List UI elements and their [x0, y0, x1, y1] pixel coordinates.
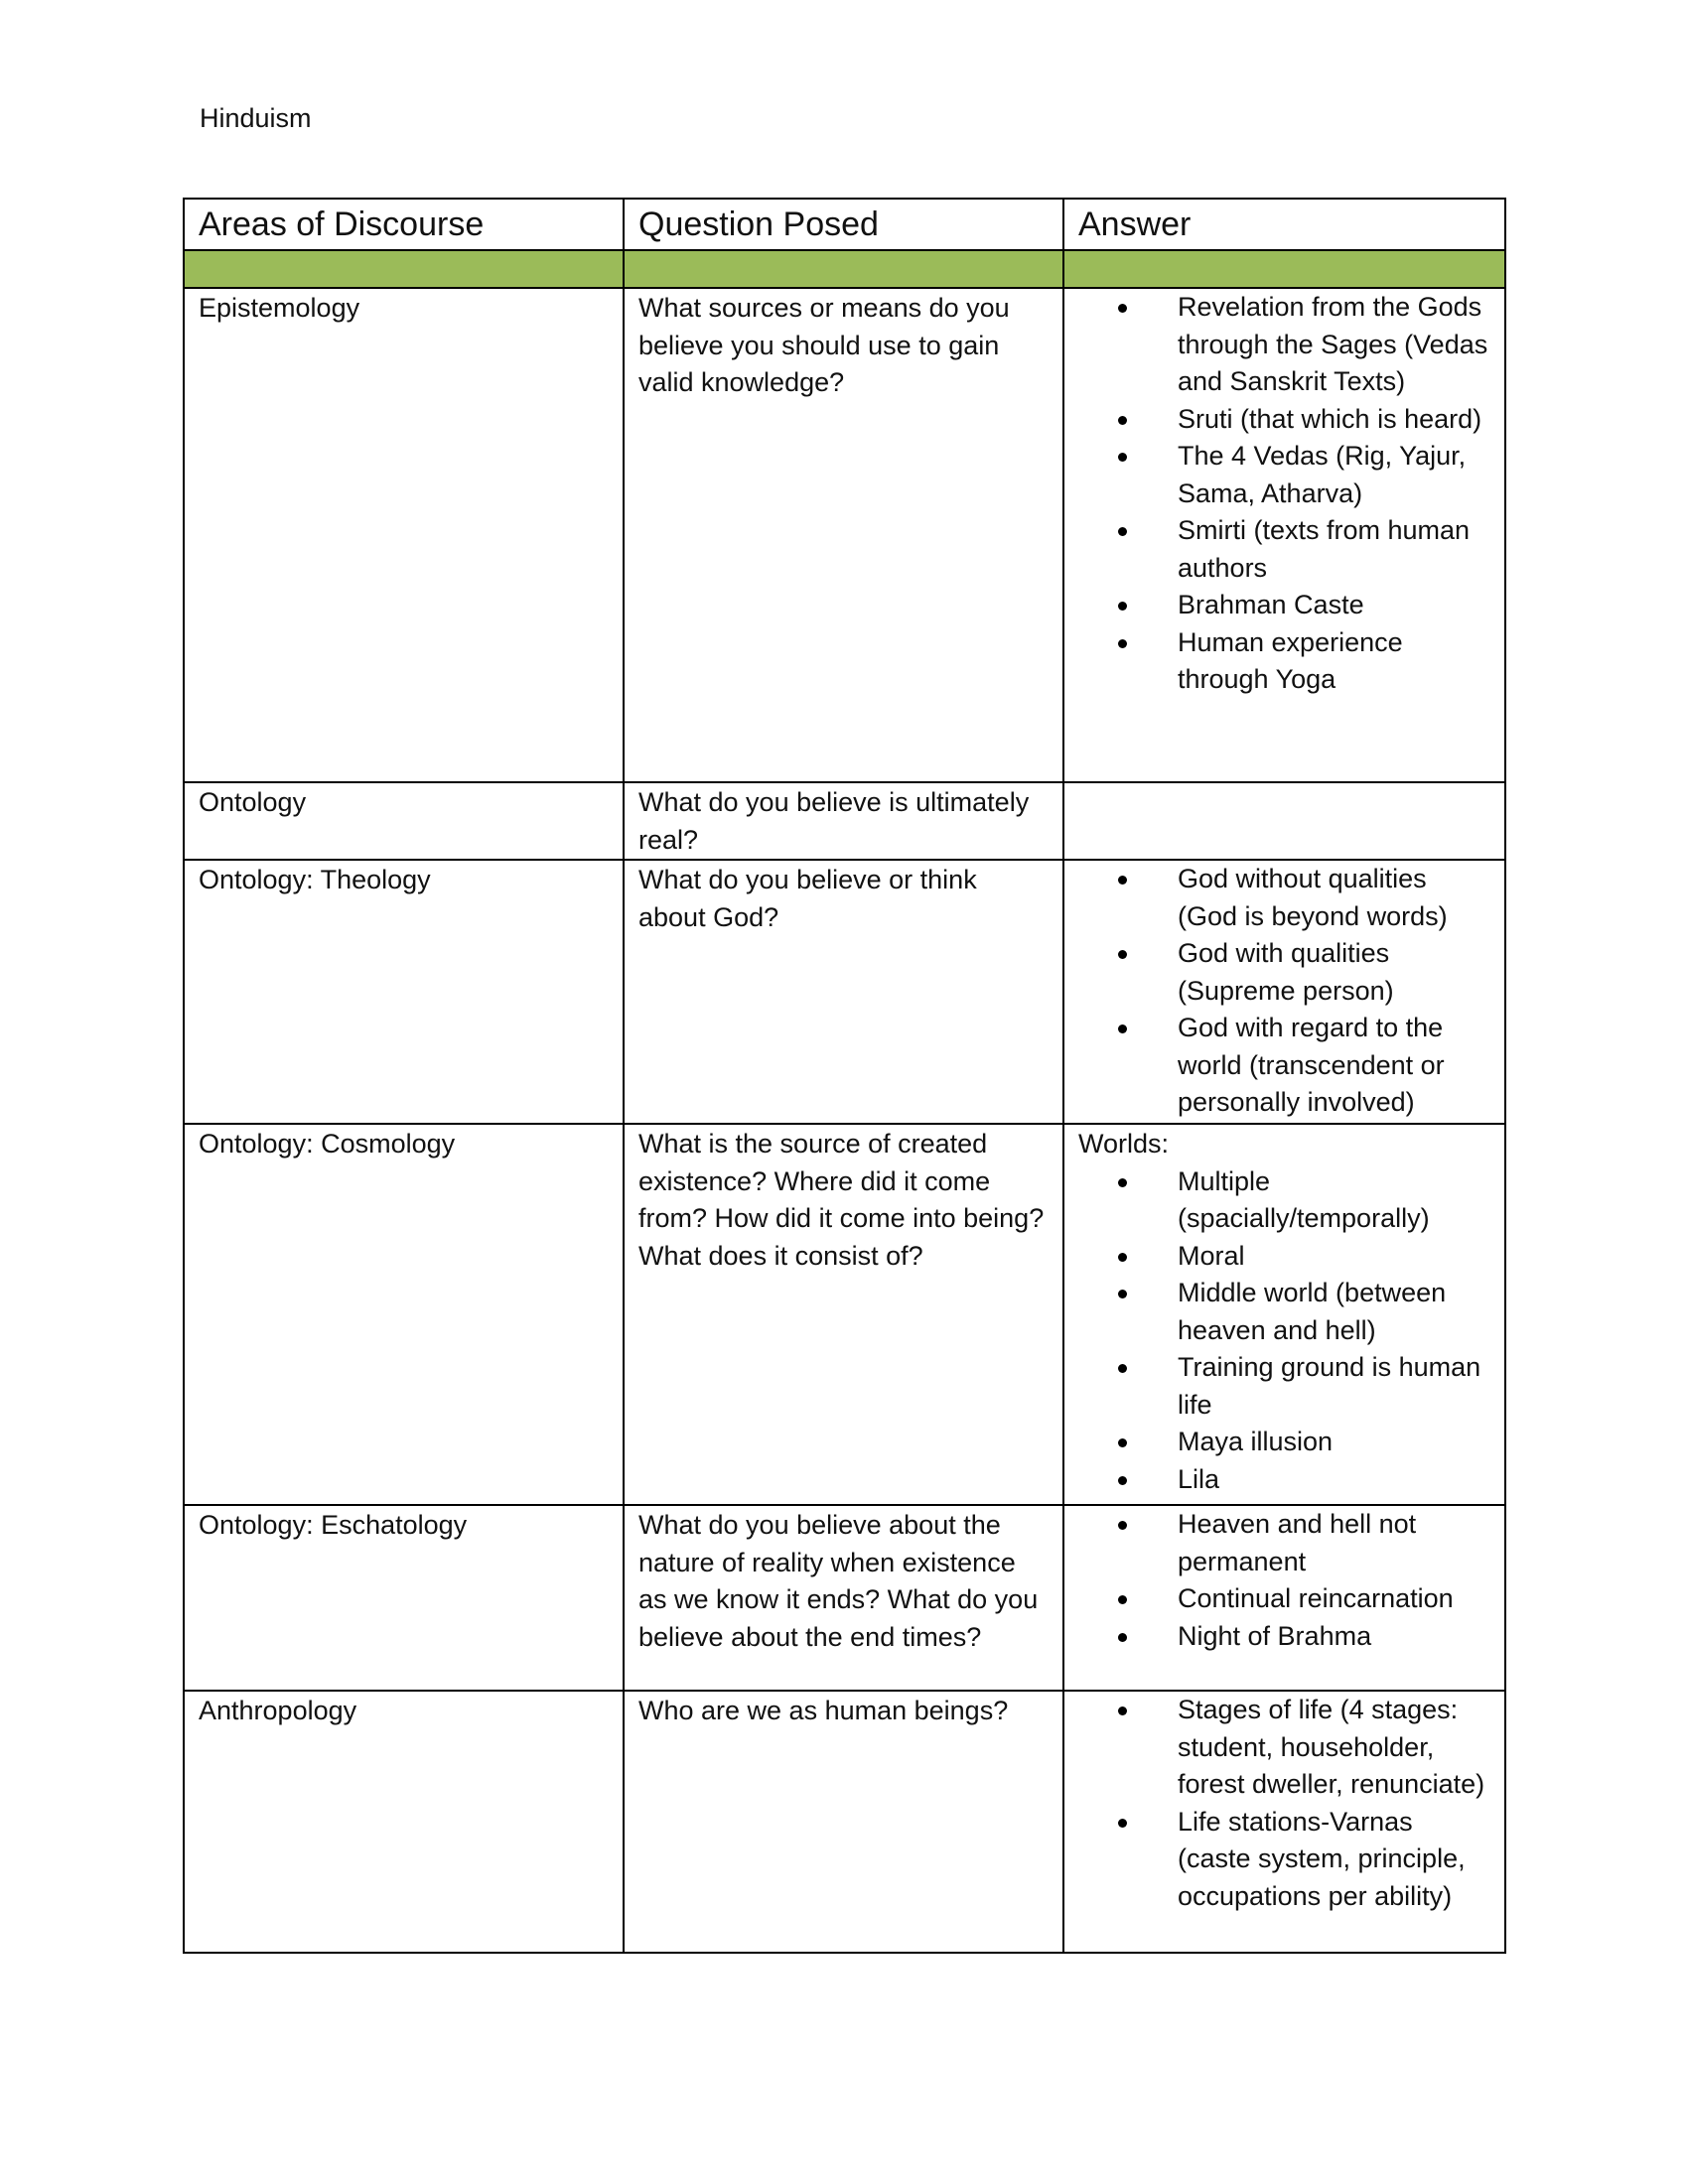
question-text: Who are we as human beings? [638, 1696, 1009, 1725]
answer-item: Heaven and hell not permanent [1178, 1506, 1492, 1580]
answer-item: Training ground is human life [1178, 1349, 1492, 1424]
answer-item: God without qualities (God is beyond words) [1178, 861, 1492, 935]
answer-cell [1063, 782, 1505, 860]
answer-item: Sruti (that which is heard) [1178, 401, 1492, 439]
header-accent-row [184, 250, 1505, 288]
area-text: Anthropology [199, 1696, 357, 1725]
question-text: What is the source of created existence? Where did it come from? How did it come into being? What does it consist of? [638, 1129, 1045, 1271]
answer-item: The 4 Vedas (Rig, Yajur, Sama, Atharva) [1178, 438, 1492, 512]
area-text: Ontology [199, 787, 307, 817]
question-cell [624, 1505, 1063, 1691]
answer-item: Multiple (spacially/temporally) [1178, 1163, 1492, 1238]
answer-list [1078, 1163, 1492, 1499]
answer-cell [1063, 1505, 1505, 1691]
answer-cell [1063, 1124, 1505, 1505]
answer-item: God with regard to the world (transcendent or personally involved) [1178, 1010, 1492, 1122]
area-text: Ontology: Theology [199, 865, 431, 894]
answer-item: Moral [1178, 1238, 1492, 1276]
discourse-table [183, 198, 1506, 1954]
question-cell [624, 860, 1063, 1124]
area-text: Ontology: Cosmology [199, 1129, 456, 1159]
answer-item: Stages of life (4 stages: student, householder, forest dweller, renunciate) [1178, 1692, 1492, 1804]
table-row [184, 860, 1505, 1124]
question-cell [624, 1691, 1063, 1953]
answer-list [1078, 1506, 1492, 1655]
answer-item: Life stations-Varnas (caste system, principle, occupations per ability) [1178, 1804, 1492, 1916]
answer-item: Middle world (between heaven and hell) [1178, 1275, 1492, 1349]
question-cell [624, 288, 1063, 782]
table-row [184, 1691, 1505, 1953]
answer-intro: Worlds: [1078, 1129, 1170, 1159]
answer-item: Night of Brahma [1178, 1618, 1492, 1656]
area-cell [184, 1124, 624, 1505]
answer-item: Maya illusion [1178, 1424, 1492, 1461]
question-cell [624, 782, 1063, 860]
question-cell [624, 1124, 1063, 1505]
area-cell [184, 860, 624, 1124]
question-text: What do you believe about the nature of reality when existence as we know it ends? What do you believe about the end times? [638, 1510, 1039, 1652]
answer-list [1078, 1692, 1492, 1915]
area-cell [184, 1505, 624, 1691]
answer-item: Lila [1178, 1461, 1492, 1499]
question-text: What sources or means do you believe you should use to gain valid knowledge? [638, 293, 1010, 397]
question-text: What do you believe is ultimately real? [638, 787, 1030, 855]
header-areas-of-discourse: Areas of Discourse [184, 199, 624, 250]
area-cell [184, 1691, 624, 1953]
question-text: What do you believe or think about God? [638, 865, 977, 932]
answer-item: Human experience through Yoga [1178, 624, 1492, 699]
answer-item: Brahman Caste [1178, 587, 1492, 624]
answer-item: Smirti (texts from human authors [1178, 512, 1492, 587]
answer-list [1078, 861, 1492, 1122]
accent-cell [624, 250, 1063, 288]
table-row [184, 1124, 1505, 1505]
accent-cell [184, 250, 624, 288]
table-row [184, 782, 1505, 860]
answer-list [1078, 289, 1492, 699]
table-row [184, 288, 1505, 782]
accent-cell [1063, 250, 1505, 288]
area-cell [184, 288, 624, 782]
area-cell [184, 782, 624, 860]
answer-cell [1063, 860, 1505, 1124]
answer-cell [1063, 1691, 1505, 1953]
table-header-row [184, 199, 1505, 250]
area-text: Epistemology [199, 293, 360, 323]
page-title: Hinduism [200, 103, 312, 133]
answer-cell [1063, 288, 1505, 782]
table-row [184, 1505, 1505, 1691]
answer-item: Continual reincarnation [1178, 1580, 1492, 1618]
header-answer: Answer [1063, 199, 1505, 250]
answer-item: Revelation from the Gods through the Sages (Vedas and Sanskrit Texts) [1178, 289, 1492, 401]
header-question-posed: Question Posed [624, 199, 1063, 250]
answer-item: God with qualities (Supreme person) [1178, 935, 1492, 1010]
area-text: Ontology: Eschatology [199, 1510, 468, 1540]
